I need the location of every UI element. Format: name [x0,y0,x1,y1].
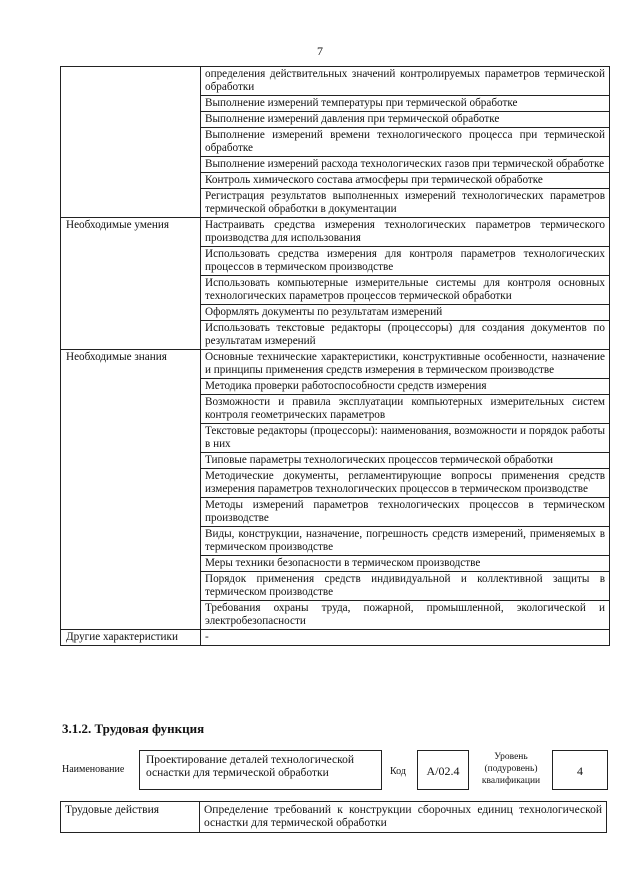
code-value: А/02.4 [417,750,469,790]
table-cell: Контроль химического состава атмосферы при термической обработке [201,173,610,189]
table-cell: Регистрация результатов выполненных измерений технологических параметров термической обработки в документации [201,189,610,218]
table-cell: Оформлять документы по результатам измерений [201,305,610,321]
table-cell: Текстовые редакторы (процессоры): наименования, возможности и порядок работы в них [201,424,610,453]
table-cell: Выполнение измерений давления при термической обработке [201,112,610,128]
table-cell: Использовать средства измерения для контроля параметров технологических процессов в термическом производстве [201,247,610,276]
actions-label: Трудовые действия [61,802,200,833]
row-label-knowledge: Необходимые знания [61,350,201,630]
labor-actions-table [60,801,607,833]
name-value: Проектирование деталей технологической оснастки для термической обработки [139,750,382,790]
table-row [61,630,610,646]
table-cell: Использовать текстовые редакторы (процессоры) для создания документов по результатам измерений [201,321,610,350]
table-cell: Методика проверки работоспособности средств измерения [201,379,610,395]
table-row [61,218,610,247]
row-label-other: Другие характеристики [61,630,201,646]
table-cell: Настраивать средства измерения технологических параметров термического производства для использования [201,218,610,247]
table-cell: Типовые параметры технологических процессов термической обработки [201,453,610,469]
table-cell: Порядок применения средств индивидуальной и коллективной защиты в термическом производстве [201,572,610,601]
table-cell: Выполнение измерений расхода технологических газов при термической обработке [201,157,610,173]
table-cell: Использовать компьютерные измерительные системы для контроля основных технологических параметров процессов термической обработки [201,276,610,305]
table-row [61,350,610,379]
table-row [61,802,607,833]
actions-value: Определение требований к конструкции сборочных единиц технологической оснастки для термической обработки [200,802,607,833]
name-label: Наименование [62,764,125,775]
table-cell: - [201,630,610,646]
table-cell: Выполнение измерений времени технологического процесса при термической обработке [201,128,610,157]
requirements-table [60,66,610,646]
table-cell: Требования охраны труда, пожарной, промышленной, экологической и электробезопасности [201,601,610,630]
labor-function-header [62,748,610,792]
table-cell: Методы измерений параметров технологических процессов в термическом производстве [201,498,610,527]
table-cell: определения действительных значений контролируемых параметров термической обработки [201,67,610,96]
level-label: Уровень (подуровень) квалификации [481,752,541,786]
table-cell: Методические документы, регламентирующие вопросы применения средств измерения параметров технологических процессов в термическом производстве [201,469,610,498]
row-label-skills: Необходимые умения [61,218,201,350]
code-label: Код [390,766,406,777]
row-label-actions-cont [61,67,201,218]
table-cell: Меры техники безопасности в термическом производстве [201,556,610,572]
table-cell: Основные технические характеристики, конструктивные особенности, назначение и принципы применения средств измерения в термическом производстве [201,350,610,379]
level-value: 4 [552,750,608,790]
table-cell: Возможности и правила эксплуатации компьютерных измерительных систем контроля геометрических параметров [201,395,610,424]
table-row [61,67,610,96]
table-cell: Виды, конструкции, назначение, погрешность средств измерений, применяемых в термическом производстве [201,527,610,556]
page-number: 7 [317,44,323,58]
table-cell: Выполнение измерений температуры при термической обработке [201,96,610,112]
section-title: 3.1.2. Трудовая функция [62,721,205,736]
